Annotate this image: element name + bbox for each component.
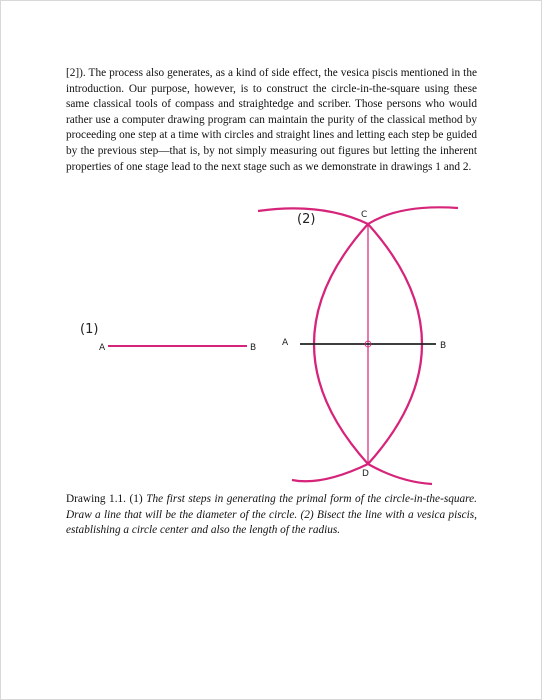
caption-prefix: Drawing 1.1. (1) <box>66 493 147 505</box>
step1-point-b-label: B <box>250 343 257 353</box>
step1-point-a-label: A <box>99 343 106 353</box>
body-paragraph: [2]). The process also generates, as a kind of side effect, the vesica piscis mentioned in the introduction. Our purpose, however, is to construct the circle-in-the-square using these same classical tools of compass and straightedge and scriber. Those persons who would rather use a computer drawing program can maintain the purity of the classical method by proceeding one step at a time with circles and straight lines and letting each step be guided by the previous step—that is, by not simply measuring out figures but letting the inherent properties of one stage lead to the next stage such as we demonstrate in drawings 1 and 2. <box>66 67 477 173</box>
point-d-label: D <box>362 469 369 479</box>
step2-label: (2) <box>297 212 316 227</box>
point-a-label: A <box>282 338 289 348</box>
point-c-label: C <box>361 210 368 220</box>
caption-text: The first steps in generating the primal form of the circle-in-the-square. Draw a line that will be the diameter of the circle. (2) Bisect the line with a vesica piscis, establishing a circle center and also the length of the radius. <box>66 493 477 537</box>
point-b-label: B <box>440 341 447 351</box>
figure-caption <box>66 492 477 539</box>
step1-label: (1) <box>80 322 99 337</box>
